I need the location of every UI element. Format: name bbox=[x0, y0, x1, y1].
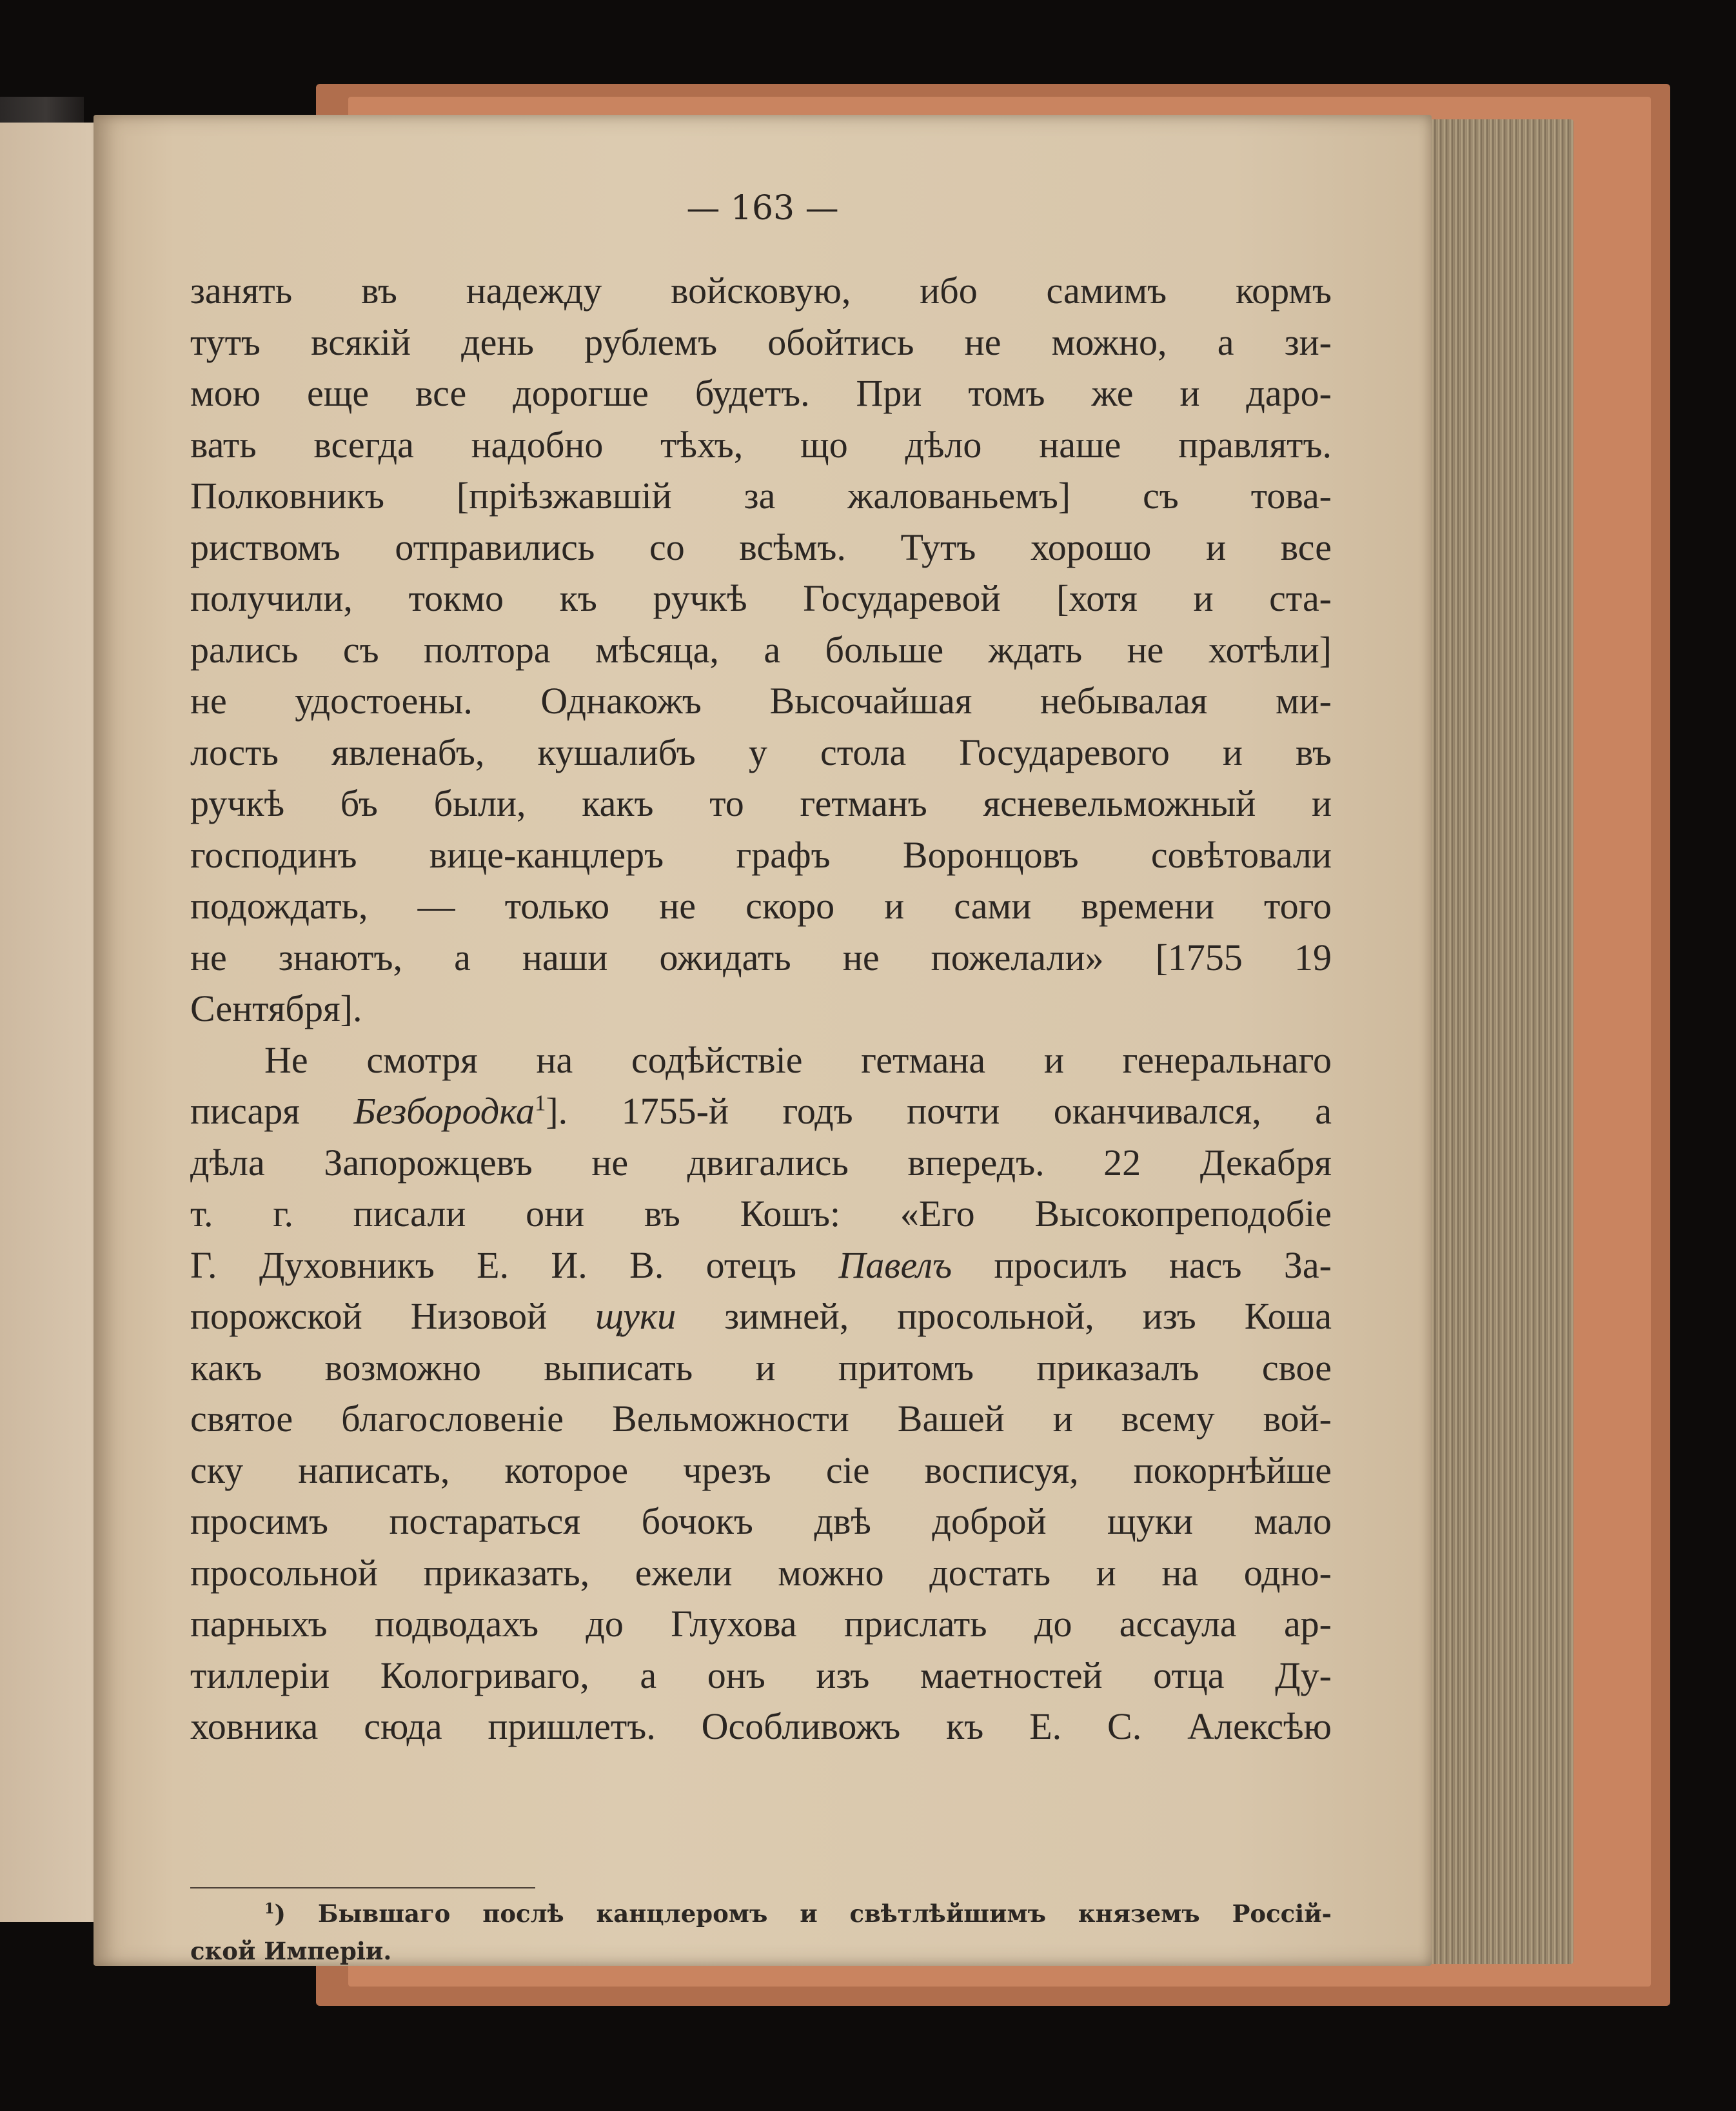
text-line: дѣла Запорожцевъ не двигались впередъ. 22 Декабря bbox=[190, 1141, 1332, 1184]
text-line: т. г. писали они въ Кошъ: «Его Высокопреподобіе bbox=[190, 1193, 1332, 1234]
book-page bbox=[94, 115, 1432, 1966]
italic-name: Безбородка bbox=[353, 1090, 535, 1132]
page-fore-edge bbox=[1425, 119, 1573, 1964]
text-line: получили, токмо къ ручкѣ Государевой [хотя и ста- bbox=[190, 577, 1332, 619]
italic-name: Павелъ bbox=[838, 1244, 952, 1286]
text-line: тутъ всякій день рублемъ обойтись не можно, а зи- bbox=[190, 321, 1332, 363]
text-line: риствомъ отправились со всѣмъ. Тутъ хорошо и все bbox=[190, 526, 1332, 568]
text-line: вать всегда надобно тѣхъ, що дѣло наше правлятъ. bbox=[190, 423, 1332, 466]
text-line: занять въ надежду войсковую, ибо самимъ кормъ bbox=[190, 270, 1332, 312]
text-line: лость явленабъ, кушалибъ у стола Государевого и въ bbox=[190, 731, 1332, 773]
text-line: писаря Безбородка$^1$]. 1755-й годъ почти оканчивался, а bbox=[190, 1090, 1332, 1132]
text-line: святое благословеніе Вельможности Вашей и всему вой- bbox=[190, 1398, 1332, 1440]
page-body-text bbox=[190, 265, 1332, 1752]
text-line-paragraph-start: Не смотря на содѣйствіе гетмана и генеральнаго bbox=[264, 1038, 1332, 1081]
text-line: Сентября]. bbox=[190, 987, 362, 1029]
text-line: не удостоены. Однакожъ Высочайшая небывалая ми- bbox=[190, 680, 1332, 722]
text-line: порожской Низовой щуки зимней, просольной, изъ Коша bbox=[190, 1295, 1332, 1337]
footnote bbox=[190, 1895, 1332, 1970]
text-line: господинъ вице-канцлеръ графъ Воронцовъ совѣтовали bbox=[190, 833, 1332, 876]
text-line: ховника сюда пришлетъ. Особливожъ къ Е. С. Алексѣю bbox=[190, 1705, 1332, 1747]
text-line: ручкѣ бъ были, какъ то гетманъ ясневельможный и bbox=[190, 782, 1332, 824]
footnote-marker: 1 bbox=[534, 1090, 546, 1116]
footnote-line: ской Имперіи. bbox=[190, 1937, 392, 1965]
text-line: мою еще все дорогше будетъ. При томъ же и даро- bbox=[190, 372, 1332, 414]
text-line: Полковникъ [пріѣзжавшій за жалованьемъ] съ това- bbox=[190, 475, 1332, 517]
italic-word: щуки bbox=[595, 1295, 676, 1337]
footnote-divider bbox=[190, 1887, 535, 1888]
text-line: парныхъ подводахъ до Глухова прислать до ассаула ар- bbox=[190, 1603, 1332, 1645]
text-line: ску написать, которое чрезъ сіе восписуя, покорнѣйше bbox=[190, 1449, 1332, 1491]
text-line: не знаютъ, а наши ожидать не пожелали» [1755 19 bbox=[190, 936, 1332, 978]
page-number: — 163 — bbox=[686, 189, 839, 228]
text-line: просимъ постараться бочокъ двѣ доброй щуки мало bbox=[190, 1500, 1332, 1542]
text-line: рались съ полтора мѣсяца, а больше ждать не хотѣли] bbox=[190, 628, 1332, 671]
text-line: просольной приказать, ежели можно достать и на одно- bbox=[190, 1551, 1332, 1594]
text-line: какъ возможно выписать и притомъ приказалъ свое bbox=[190, 1346, 1332, 1389]
footnote-number: 1 bbox=[264, 1900, 275, 1918]
text-line: тиллеріи Кологриваго, а онъ изъ маетностей отца Ду- bbox=[190, 1654, 1332, 1696]
text-line: подождать, — только не скоро и сами времени того bbox=[190, 885, 1332, 927]
footnote-line: $^1$) Бывшаго послѣ канцлеромъ и свѣтлѣйшимъ княземъ Россій- bbox=[264, 1899, 1332, 1928]
text-line: Г. Духовникъ Е. И. В. отецъ Павелъ просилъ насъ За- bbox=[190, 1244, 1332, 1286]
